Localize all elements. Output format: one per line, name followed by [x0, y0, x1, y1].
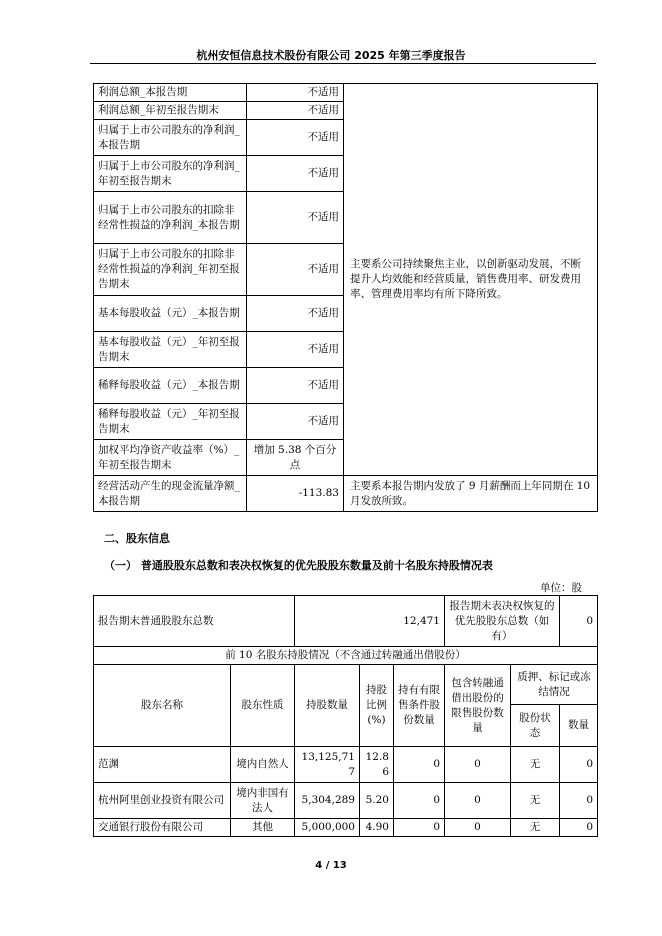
shareholder-nature: 境内非国有法人 — [231, 783, 295, 819]
shareholder-nature: 境内自然人 — [231, 747, 295, 783]
change-reason-main: 主要系公司持续聚焦主业，以创新驱动发展，不断提升人均效能和经营质量，销售费用率、研发费用率、管理费用率均有所下降所致。 — [344, 84, 598, 476]
financial-indicator-table — [93, 83, 598, 512]
page-number: 4 / 13 — [315, 860, 347, 871]
table-row — [94, 747, 598, 783]
indicator-label: 归属于上市公司股东的扣除非经常性损益的净利润_年初至报告期末 — [94, 244, 247, 296]
shareholder-status: 无 — [511, 783, 560, 819]
shareholder-ratio: 5.20 — [360, 783, 394, 819]
total-shareholders-value: 12,471 — [295, 596, 445, 647]
header-restricted: 持有有限售条件股份数量 — [394, 665, 445, 747]
indicator-value: 不适用 — [247, 192, 344, 244]
indicator-value: 不适用 — [247, 368, 344, 404]
indicator-value: 不适用 — [247, 156, 344, 192]
shareholder-shares: 5,304,289 — [295, 783, 360, 819]
header-status: 股份状态 — [511, 705, 560, 747]
change-reason-cash: 主要系本报告期内发放了 9 月薪酬而上年同期在 10 月发放所致。 — [344, 476, 598, 512]
shareholder-lending: 0 — [445, 819, 511, 837]
unit-label: 单位：股 — [540, 582, 582, 594]
shareholder-shares: 5,000,000 — [295, 819, 360, 837]
indicator-label: 归属于上市公司股东的扣除非经常性损益的净利润_本报告期 — [94, 192, 247, 244]
indicator-value: 增加 5.38 个百分点 — [247, 440, 344, 476]
header-rule — [90, 63, 596, 64]
indicator-value: 不适用 — [247, 120, 344, 156]
shareholder-name: 杭州阿里创业投资有限公司 — [94, 783, 231, 819]
shareholder-name: 交通银行股份有限公司 — [94, 819, 231, 837]
shareholder-qty: 0 — [560, 819, 598, 837]
shareholder-ratio: 4.90 — [360, 819, 394, 837]
indicator-label: 经营活动产生的现金流量净额_本报告期 — [94, 476, 247, 512]
section-subtitle: （一） 普通股股东总数和表决权恢复的优先股股东数量及前十名股东持股情况表 — [104, 559, 493, 572]
indicator-label: 稀释每股收益（元）_本报告期 — [94, 368, 247, 404]
preferred-shareholders-label: 报告期末表决权恢复的优先股股东总数（如有） — [445, 596, 560, 647]
table-row — [94, 819, 598, 837]
indicator-value: 不适用 — [247, 404, 344, 440]
indicator-value: 不适用 — [247, 296, 344, 332]
indicator-label: 归属于上市公司股东的净利润_本报告期 — [94, 120, 247, 156]
indicator-value: 不适用 — [247, 84, 344, 102]
shareholder-status: 无 — [511, 819, 560, 837]
indicator-label: 加权平均净资产收益率（%）_年初至报告期末 — [94, 440, 247, 476]
preferred-shareholders-value: 0 — [560, 596, 598, 647]
indicator-value: -113.83 — [247, 476, 344, 512]
shareholder-nature: 其他 — [231, 819, 295, 837]
total-shareholders-label: 报告期末普通股股东总数 — [94, 596, 295, 647]
shareholder-restricted: 0 — [394, 819, 445, 837]
indicator-label: 基本每股收益（元）_年初至报告期末 — [94, 332, 247, 368]
document-header: 杭州安恒信息技术股份有限公司 2025 年第三季度报告 — [196, 49, 466, 62]
indicator-label: 归属于上市公司股东的净利润_年初至报告期末 — [94, 156, 247, 192]
indicator-value: 不适用 — [247, 102, 344, 120]
shareholder-ratio: 12.86 — [360, 747, 394, 783]
header-name: 股东名称 — [94, 665, 231, 747]
indicator-value: 不适用 — [247, 244, 344, 296]
shareholder-lending: 0 — [445, 747, 511, 783]
header-ratio: 持股比例(%) — [360, 665, 394, 747]
table-row — [94, 783, 598, 819]
shareholder-qty: 0 — [560, 747, 598, 783]
shareholder-restricted: 0 — [394, 783, 445, 819]
indicator-label: 基本每股收益（元）_本报告期 — [94, 296, 247, 332]
shareholder-restricted: 0 — [394, 747, 445, 783]
shareholder-shares: 13,125,717 — [295, 747, 360, 783]
indicator-label: 利润总额_本报告期 — [94, 84, 247, 102]
header-nature: 股东性质 — [231, 665, 295, 747]
shareholder-qty: 0 — [560, 783, 598, 819]
indicator-value: 不适用 — [247, 332, 344, 368]
indicator-label: 稀释每股收益（元）_年初至报告期末 — [94, 404, 247, 440]
shareholder-table — [93, 595, 598, 837]
header-qty: 数量 — [560, 705, 598, 747]
header-shares: 持股数量 — [295, 665, 360, 747]
shareholder-status: 无 — [511, 747, 560, 783]
shareholder-name: 范渊 — [94, 747, 231, 783]
shareholder-lending: 0 — [445, 783, 511, 819]
header-pledge: 质押、标记或冻结情况 — [511, 665, 598, 705]
header-lending: 包含转融通借出股份的限售股份数量 — [445, 665, 511, 747]
indicator-label: 利润总额_年初至报告期末 — [94, 102, 247, 120]
top10-caption: 前 10 名股东持股情况（不含通过转融通出借股份） — [94, 647, 598, 665]
section-title: 二、股东信息 — [104, 532, 170, 545]
